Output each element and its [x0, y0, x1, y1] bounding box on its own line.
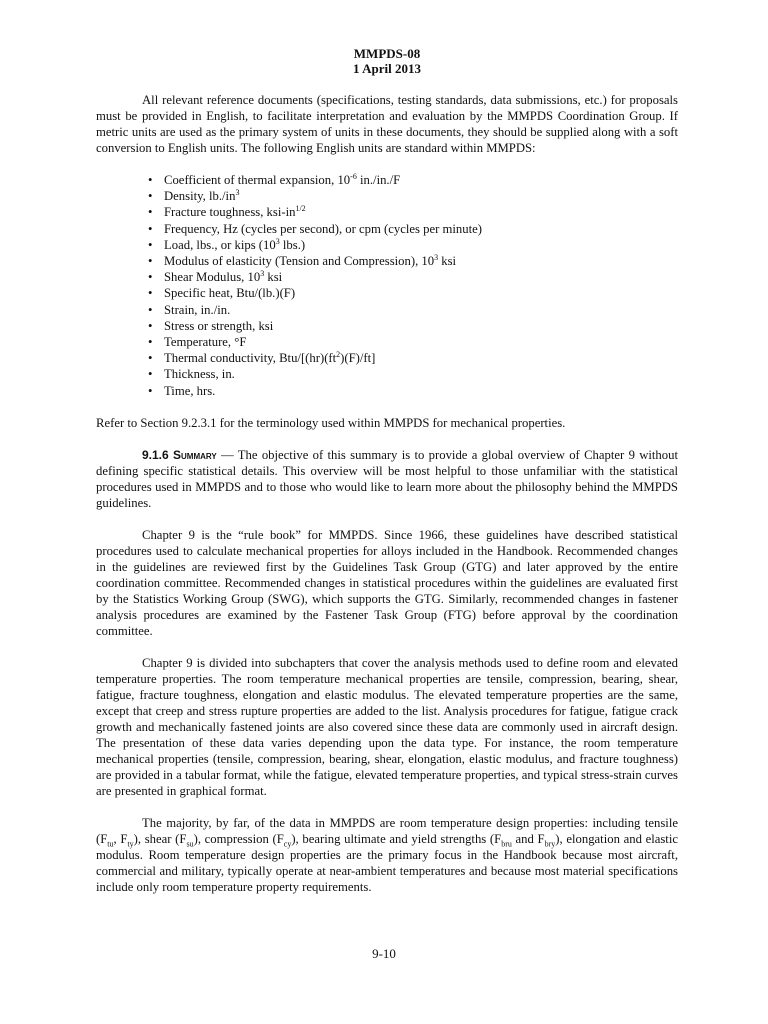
list-item: • Time, hrs. — [148, 383, 216, 398]
list-item: • Coefficient of thermal expansion, $10^{-6}$ in./in./F — [148, 171, 401, 187]
section-number: 9.1.6 — [142, 447, 169, 462]
list-item: • Strain, in./in. — [148, 302, 231, 317]
page-number: 9-10 — [372, 946, 396, 961]
list-item: • Load, lbs., or kips ($10^3$ lbs.) — [148, 236, 306, 252]
refer-paragraph: Refer to Section 9.2.3.1 for the terminology used within MMPDS for mechanical properties. — [96, 415, 566, 430]
list-item: • Density, $lb./in^3$ — [148, 187, 240, 204]
list-item: • Stress or strength, ksi — [148, 318, 274, 333]
page-header — [96, 46, 678, 76]
document-page — [96, 46, 678, 911]
rulebook-paragraph: Chapter 9 is the “rule book” for MMPDS. Since 1966, these guidelines have described statistical procedures used to calculate mechanical properties for alloys included in the Handbook. Recommended changes in the guidelines are reviewed first by the Guidelines Task Group (GTG) and later approved by the entire coordination committee. Recommended changes in statistical procedures within the guidelines are evaluated first by the Statistics Working Group (SWG), which supports the GTG. Similarly, recommended changes in fastener analysis procedures are examined by the Fastener Task Group (FTG) before approval by the coordination committee. — [96, 527, 678, 638]
document-date: 1 April 2013 — [353, 61, 421, 76]
summary-text: — The objective of this summary is to provide a global overview of Chapter 9 without defining specific statistical details. This overview will be most helpful to those unfamiliar with the statistical procedures used in MMPDS and to those who would like to learn more about the philosophy behind the MMPDS guidelines. — [96, 447, 678, 510]
intro-paragraph: All relevant reference documents (specifications, testing standards, data submissions, etc.) for proposals must be provided in English, to facilitate interpretation and evaluation by the MMPDS Coordination Group. If metric units are used as the primary system of units in these documents, they should be supplied along with a soft conversion to English units. The following English units are standard within MMPDS: — [96, 93, 678, 155]
list-item: • Thickness, in. — [148, 367, 235, 382]
list-item: • Frequency, Hz (cycles per second), or cpm (cycles per minute) — [148, 221, 482, 236]
units-list — [96, 172, 678, 399]
majority-paragraph: The majority, by far, of the data in MMPDS are room temperature design properties: including tensile ($F_{tu}$, $F_{ty}$), shear $(F_{su})$, compression $(F_{cy})$, bearing ultimate and yield strengths ($F_{bru}$ and $F_{bry}$), elongation and elastic modulus. Room temperature design properties are the primary focus in the Handbook because most aircraft, commercial and military, typically operate at near-ambient temperatures and because most material specifications include only room temperature property requirements. — [96, 815, 678, 894]
list-item: • Temperature, °F — [148, 335, 247, 350]
list-item: • Thermal conductivity, Btu/$[(hr)(ft^2)(F)/ft]$ — [148, 350, 376, 366]
list-item: • Shear Modulus, $10^3$ ksi — [148, 268, 283, 285]
list-item: • Specific heat, Btu/(lb.)(F) — [148, 286, 296, 301]
list-item: • Fracture toughness, ksi-$in^{1/2}$ — [148, 204, 306, 220]
document-title: MMPDS-08 — [353, 46, 421, 61]
summary-paragraph — [96, 447, 678, 511]
section-heading: Summary — [173, 447, 217, 462]
subchapters-paragraph: Chapter 9 is divided into subchapters that cover the analysis methods used to define room and elevated temperature properties. The room temperature mechanical properties are tensile, compression, bearing, shear, fatigue, fracture toughness, elongation and elastic modulus. The elevated temperature properties are the same, except that creep and stress rupture properties are added to the list. Analysis procedures for fatigue, fatigue crack growth and mechanically fastened joints are also covered since these data are commonly used in aircraft design. The presentation of these data varies depending upon the data type. For instance, the room temperature mechanical properties (tensile, compression, bearing, shear, elongation, elastic modulus, and fracture toughness) are provided in a tabular format, while the fatigue, elevated temperature properties, and typical stress-strain curves are presented in graphical format. — [96, 655, 678, 798]
list-item: • Modulus of elasticity (Tension and Compression), $10^3$ ksi — [148, 252, 457, 269]
